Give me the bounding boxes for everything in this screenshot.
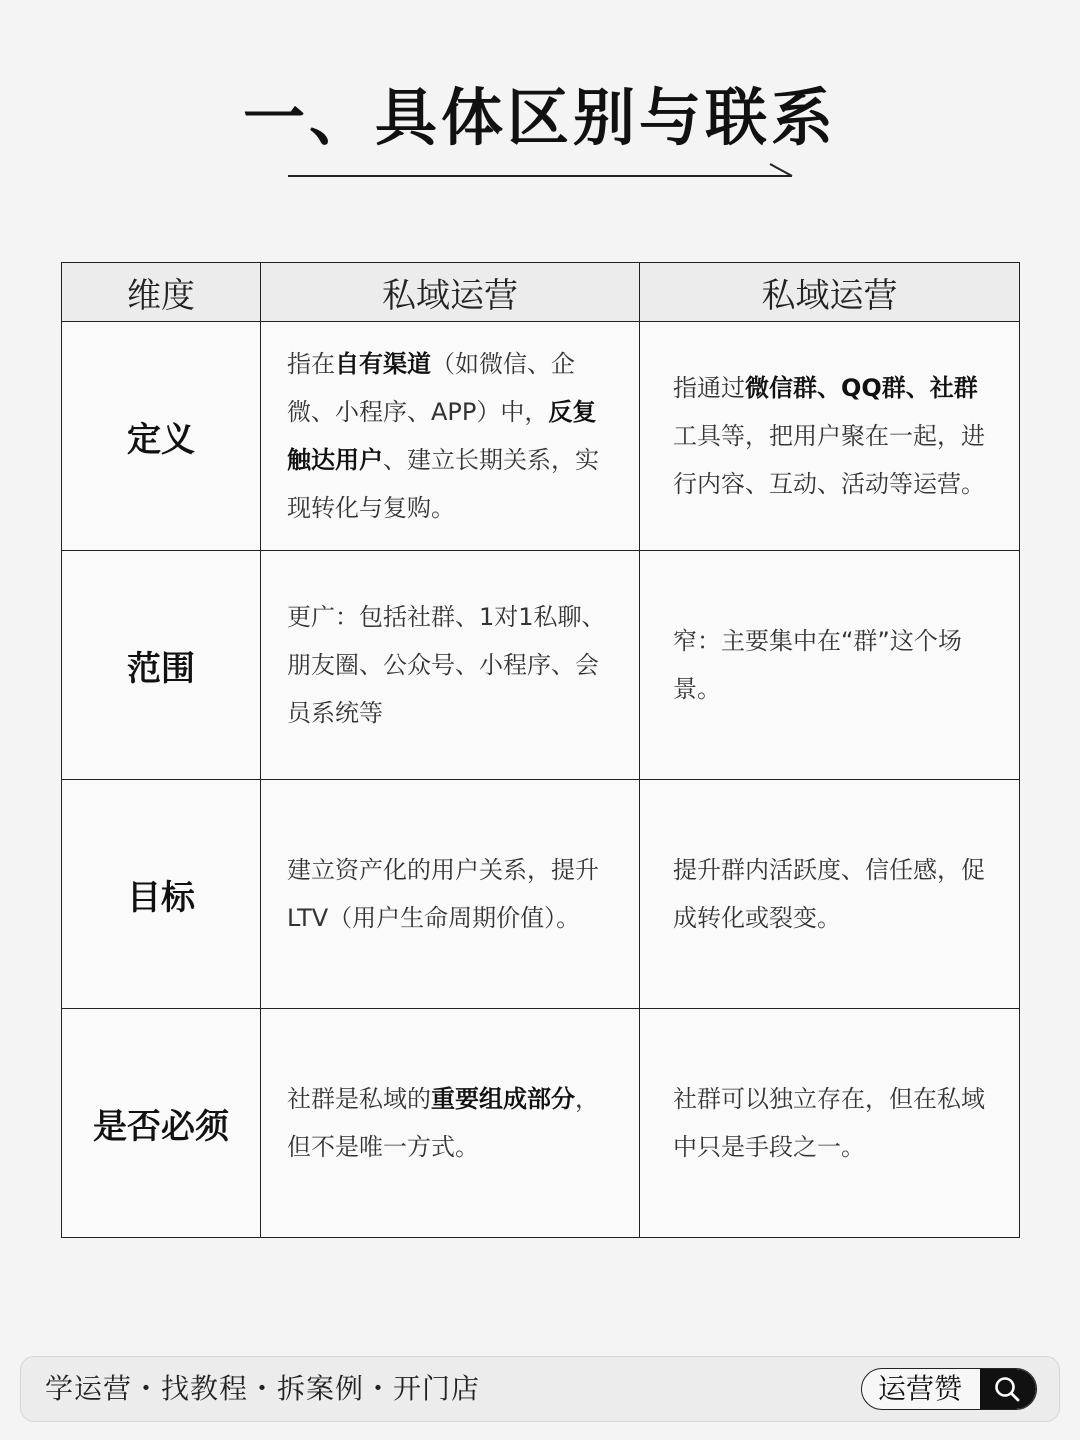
header-right: 私域运营: [640, 263, 1020, 322]
page-title: 一、具体区别与联系: [242, 81, 837, 154]
row-left-cell: [261, 551, 640, 780]
row-left-cell: [261, 322, 640, 551]
table-row: [62, 1009, 1020, 1238]
row-right-cell: [640, 780, 1020, 1009]
row-dimension: 定义: [62, 322, 261, 551]
row-dimension: 范围: [62, 551, 261, 780]
body-text: （如微信、企微、小程序、APP）中，: [287, 350, 575, 426]
body-text: 社群可以独立存在，但在私域中只是手段之一。: [673, 1085, 985, 1161]
row-left-cell: [261, 780, 640, 1009]
emphasis-text: 自有渠道: [335, 350, 431, 378]
body-text: 建立资产化的用户关系，提升LTV（用户生命周期价值）。: [287, 856, 599, 932]
table-row: [62, 780, 1020, 1009]
row-right-cell: [640, 322, 1020, 551]
body-text: 指在: [287, 350, 335, 378]
table-header-row: [62, 263, 1020, 322]
row-dimension: 是否必须: [62, 1009, 261, 1238]
search-icon: [992, 1374, 1022, 1404]
header-left: 私域运营: [261, 263, 640, 322]
body-text: 指通过: [673, 374, 745, 402]
body-text: 更广：包括社群、1对1私聊、朋友圈、公众号、小程序、会员系统等: [287, 603, 606, 727]
footer-bar: [20, 1356, 1060, 1422]
row-left-cell: [261, 1009, 640, 1238]
body-text: 、建立长期关系，实现转化与复购。: [287, 446, 599, 522]
row-dimension: 目标: [62, 780, 261, 1009]
body-text: ，但不是唯一方式。: [287, 1085, 599, 1161]
emphasis-text: 微信群、QQ群、社群: [745, 374, 978, 402]
body-text: 工具等，把用户聚在一起，进行内容、互动、活动等运营。: [673, 422, 985, 498]
emphasis-text: 反复触达用户: [287, 398, 597, 474]
body-text: 窄：主要集中在“群”这个场景。: [673, 627, 962, 703]
brand-search-box[interactable]: [861, 1368, 1037, 1410]
row-right-cell: [640, 1009, 1020, 1238]
row-right-cell: [640, 551, 1020, 780]
body-text: 社群是私域的: [287, 1085, 431, 1113]
brand-name: 运营赞: [878, 1372, 963, 1405]
search-button[interactable]: [980, 1369, 1036, 1409]
body-text: 提升群内活跃度、信任感，促成转化或裂变。: [673, 856, 985, 932]
comparison-table: [61, 262, 1020, 1238]
emphasis-text: 重要组成部分: [431, 1085, 575, 1113]
table-row: [62, 322, 1020, 551]
table-row: [62, 551, 1020, 780]
title-underline-arrow: [288, 150, 794, 180]
header-dimension: 维度: [62, 263, 261, 322]
footer-slogan: 学运营・找教程・拆案例・开门店: [45, 1372, 481, 1405]
